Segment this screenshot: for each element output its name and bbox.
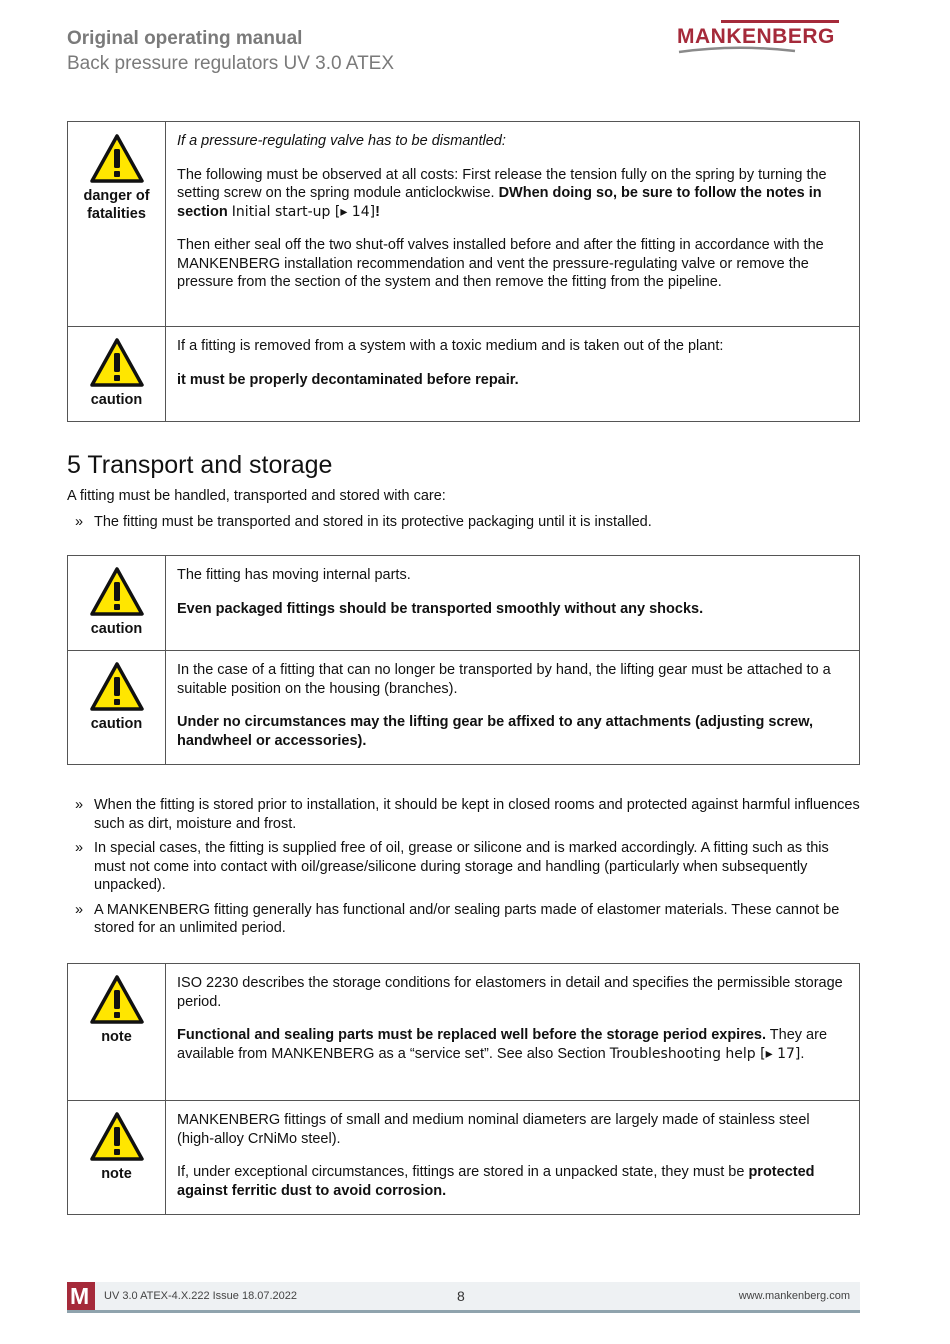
safety-instruction: Even packaged fittings should be transported smoothly without any shocks. — [177, 600, 704, 617]
safety-text-cell — [166, 651, 860, 765]
document-subtitle: Back pressure regulators UV 3.0 ATEX — [67, 53, 395, 74]
safety-instruction: MANKENBERG fittings of small and medium nominal diameters are largely made of stainless steel (high-alloy CrNiMo steel). — [177, 1112, 810, 1147]
warning-triangle-icon — [89, 337, 145, 389]
cross-reference-link[interactable]: Initial start-up [▸ 14] — [231, 203, 376, 220]
signal-word: note — [101, 1029, 132, 1045]
document-title: Original operating manual — [67, 28, 303, 49]
page-arrow-icon: ▸ — [765, 1045, 773, 1062]
bullet-list — [75, 513, 860, 538]
safety-intro: If a pressure-regulating valve has to be dismantled: — [177, 133, 506, 149]
safety-row — [68, 964, 860, 1101]
signal-word: caution — [90, 716, 143, 732]
storage-bullet-list — [75, 796, 860, 944]
safety-text-cell — [166, 327, 860, 422]
list-item: » The fitting must be transported and stored in its protective packaging until it is installed. — [75, 514, 652, 530]
safety-text-cell — [166, 556, 860, 651]
safety-row — [68, 122, 860, 327]
signal-cell — [68, 122, 166, 327]
signal-cell — [68, 651, 166, 765]
safety-table-transport — [67, 555, 860, 765]
list-item: » In special cases, the fitting is supplied free of oil, grease or silicone and is marked accordingly. A fitting such as this must not come into contact with oil/grease/silicone during storage and handling (particularly when subsequently unpacked). — [75, 840, 829, 893]
footer-doc-info: UV 3.0 ATEX-4.X.222 Issue 18.07.2022 — [104, 1290, 298, 1302]
section-heading: 5 Transport and storage — [67, 451, 333, 479]
safety-instruction: In the case of a fitting that can no longer be transported by hand, the lifting gear must be attached to a suitable position on the housing (branches). — [177, 662, 831, 697]
safety-text-cell — [166, 1101, 860, 1215]
page-arrow-icon: ▸ — [340, 203, 348, 220]
warning-triangle-icon — [89, 133, 145, 185]
footer-website[interactable]: www.mankenberg.com — [738, 1290, 850, 1302]
safety-text-cell — [166, 122, 860, 327]
signal-cell — [68, 327, 166, 422]
warning-triangle-icon — [89, 566, 145, 618]
safety-text-cell — [166, 964, 860, 1101]
signal-word: danger of fatalities — [83, 188, 150, 222]
svg-text:MANKENBERG: MANKENBERG — [677, 25, 835, 48]
list-item: » A MANKENBERG fitting generally has functional and/or sealing parts made of elastomer materials. These cannot be stored for an unlimited period. — [75, 901, 840, 936]
warning-triangle-icon — [89, 661, 145, 713]
footer-logo: M — [67, 1282, 95, 1310]
signal-cell — [68, 1101, 166, 1215]
mankenberg-logo — [675, 18, 843, 58]
signal-cell — [68, 964, 166, 1101]
page-number: 8 — [457, 1288, 465, 1304]
safety-row — [68, 1101, 860, 1215]
list-item: » When the fitting is stored prior to installation, it should be kept in closed rooms and protected against harmful influences such as dirt, moisture and frost. — [75, 797, 860, 832]
safety-row — [68, 651, 860, 765]
section-intro: A fitting must be handled, transported and stored with care: — [67, 488, 446, 504]
safety-instruction: The fitting has moving internal parts. — [177, 567, 411, 583]
safety-instruction: it must be properly decontaminated before repair. — [177, 371, 519, 388]
safety-instruction: Then either seal off the two shut-off valves installed before and after the fitting in accordance with the MANKENBERG installation recommendation and vent the pressure-regulating valve or remove the pressure from the section of the system and then remove the fitting from the pipeline. — [177, 237, 824, 290]
safety-instruction: If a fitting is removed from a system with a toxic medium and is taken out of the plant: — [177, 338, 724, 354]
signal-word: caution — [90, 392, 143, 408]
warning-triangle-icon — [89, 974, 145, 1026]
signal-cell — [68, 556, 166, 651]
safety-instruction: If, under exceptional circumstances, fittings are stored in a unpacked state, they must be protected against ferritic dust to avoid corrosion. — [177, 1164, 815, 1199]
cross-reference-link[interactable]: Troubleshooting help [▸ 17] — [609, 1045, 801, 1062]
safety-instruction: Under no circumstances may the lifting gear be affixed to any attachments (adjusting screw, handwheel or accessories). — [177, 714, 814, 749]
safety-instruction: Functional and sealing parts must be replaced well before the storage period expires. They are available from MANKENBERG as a “service set”. See also Section Troubleshooting help [▸ 17]. — [177, 1027, 828, 1062]
safety-instruction: The following must be observed at all costs: First release the tension fully on the spring by turning the setting screw on the spring module anticlockwise. DWhen doing so, be sure to follow the notes in section Initial start-up [▸ 14]! — [177, 166, 827, 220]
warning-triangle-icon — [89, 1111, 145, 1163]
safety-row — [68, 327, 860, 422]
safety-instruction: ISO 2230 describes the storage conditions for elastomers in detail and specifies the permissible storage period. — [177, 975, 843, 1010]
safety-table-storage — [67, 963, 860, 1215]
safety-row — [68, 556, 860, 651]
safety-table-dismantling — [67, 121, 860, 422]
signal-word: note — [101, 1166, 132, 1182]
signal-word: caution — [90, 621, 143, 637]
